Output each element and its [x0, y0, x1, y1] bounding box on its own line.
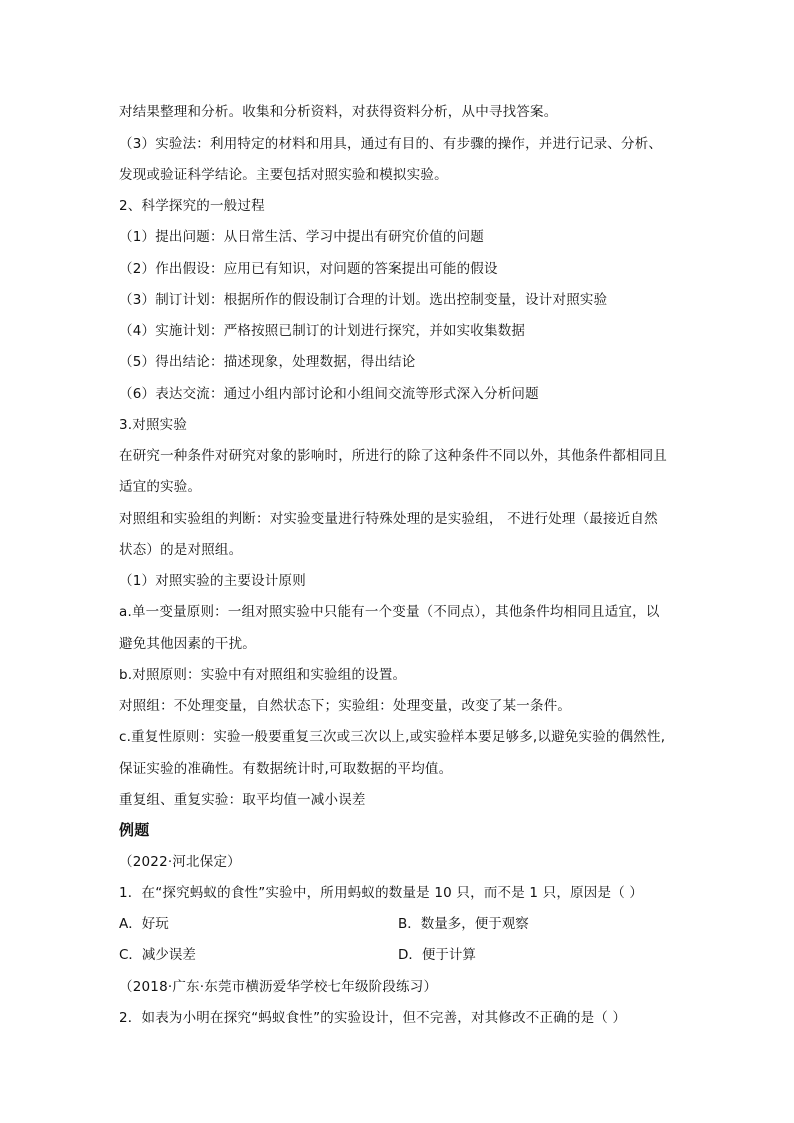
question-source: （2018·广东·东莞市横沥爱华学校七年级阶段练习） — [119, 979, 438, 995]
question-text: 1．在“探究蚂蚁的食性”实验中，所用蚂蚁的数量是 10 只，而不是 1 只，原因是（ ） — [119, 885, 644, 901]
text-line: （1）提出问题：从日常生活、学习中提出有研究价值的问题 — [119, 229, 484, 245]
text-line: 在研究一种条件对研究对象的影响时，所进行的除了这种条件不同以外，其他条件都相同且 — [119, 448, 667, 464]
text-line: （3）制订计划：根据所作的假设制订合理的计划。选出控制变量，设计对照实验 — [119, 292, 608, 308]
text-line: a.单一变量原则：一组对照实验中只能有一个变量（不同点），其他条件均相同且适宜，以 — [119, 604, 660, 620]
text-line: （5）得出结论：描述现象，处理数据，得出结论 — [119, 354, 416, 370]
section-heading: 3.对照实验 — [119, 417, 188, 433]
text-line: 状态）的是对照组。 — [119, 542, 243, 558]
question-source: （2022·河北保定） — [119, 854, 241, 870]
text-line: 适宜的实验。 — [119, 479, 202, 495]
option-d: D．便于计算 — [398, 947, 476, 963]
option-b: B．数量多，便于观察 — [398, 916, 529, 932]
question-text: 2．如表为小明在探究“蚂蚁食性”的实验设计，但不完善，对其修改不正确的是（ ） — [119, 1010, 627, 1026]
text-line: （1）对照实验的主要设计原则 — [119, 573, 306, 589]
text-line: c.重复性原则：实验一般要重复三次或三次以上,或实验样本要足够多,以避免实验的偶然性, — [119, 729, 666, 745]
option-c: C．减少误差 — [119, 947, 196, 963]
text-line: （2）作出假设：应用已有知识，对问题的答案提出可能的假设 — [119, 261, 498, 277]
text-line: 重复组、重复实验：取平均值一减小误差 — [119, 792, 366, 808]
text-line: 保证实验的准确性。有数据统计时,可取数据的平均值。 — [119, 761, 453, 777]
option-a: A．好玩 — [119, 916, 169, 932]
text-line: 对照组和实验组的判断：对实验变量进行特殊处理的是实验组， 不进行处理（最接近自然 — [119, 511, 658, 527]
text-line: 对结果整理和分析。收集和分析资料，对获得资料分析，从中寻找答案。 — [119, 104, 558, 120]
text-line: 避免其他因素的干扰。 — [119, 636, 256, 652]
text-line: b.对照原则：实验中有对照组和实验组的设置。 — [119, 667, 407, 683]
text-line: 发现或验证科学结论。主要包括对照实验和模拟实验。 — [119, 167, 448, 183]
text-line: （6）表达交流：通过小组内部讨论和小组间交流等形式深入分析问题 — [119, 386, 539, 402]
text-line: 对照组：不处理变量，自然状态下；实验组：处理变量，改变了某一条件。 — [119, 698, 572, 714]
example-heading: 例题 — [119, 821, 150, 839]
text-line: （4）实施计划：严格按照已制订的计划进行探究，并如实收集数据 — [119, 323, 526, 339]
section-heading: 2、科学探究的一般过程 — [119, 198, 265, 214]
text-line: （3）实验法：利用特定的材料和用具，通过有目的、有步骤的操作，并进行记录、分析、 — [119, 136, 663, 152]
